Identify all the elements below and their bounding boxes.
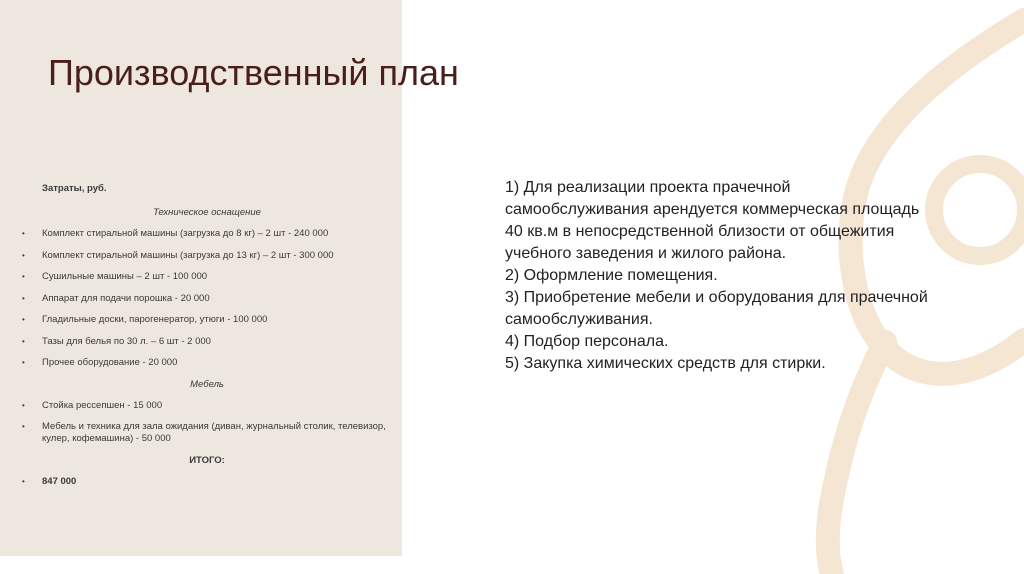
- bullet-icon: •: [22, 422, 25, 431]
- list-item: [22, 314, 392, 326]
- list-item-text: Мебель и техника для зала ожидания (диван, журнальный столик, телевизор, кулер, кофемашина) - 50 000: [42, 421, 386, 444]
- bullet-icon: •: [22, 250, 25, 260]
- bullet-icon: •: [22, 476, 25, 486]
- list-item: [22, 336, 392, 348]
- plan-item: 3) Приобретение мебели и оборудования для прачечной самообслуживания.: [505, 289, 928, 328]
- bullet-icon: •: [22, 315, 25, 324]
- list-item-text: Гладильные доски, парогенератор, утюги - 100 000: [42, 314, 268, 325]
- list-item: [22, 271, 392, 283]
- bullet-icon: •: [22, 400, 25, 410]
- bullet-icon: •: [22, 336, 25, 346]
- total-value-item: [22, 476, 392, 488]
- section-title-equipment: Техническое оснащение: [153, 207, 261, 218]
- list-item: [22, 400, 392, 412]
- list-item-text: Стойка рессепшен - 15 000: [42, 399, 163, 411]
- costs-list: [22, 183, 392, 497]
- bullet-icon: •: [22, 272, 25, 281]
- slide-title: Производственный план: [48, 52, 459, 93]
- total-value: 847 000: [42, 475, 77, 487]
- list-item-text: Прочее оборудование - 20 000: [42, 357, 178, 368]
- list-item: [22, 250, 392, 262]
- list-item-text: Сушильные машины – 2 шт - 100 000: [42, 271, 208, 282]
- list-item-text: Комплект стиральной машины (загрузка до 8 кг) – 2 шт - 240 000: [42, 228, 329, 239]
- list-item: [22, 357, 392, 369]
- list-item: [22, 228, 392, 240]
- plan-item: 5) Закупка химических средств для стирки.: [505, 355, 826, 372]
- bullet-icon: •: [22, 293, 25, 303]
- section-title-furniture: Мебель: [190, 378, 224, 390]
- list-item: [22, 293, 392, 305]
- plan-list: [505, 177, 935, 375]
- list-item-text: Комплект стиральной машины (загрузка до 13 кг) – 2 шт - 300 000: [42, 249, 334, 261]
- plan-item: 1) Для реализации проекта прачечной самообслуживания арендуется коммерческая площадь 40 кв.м в непосредственной близости от общежития учебного заведения и жилого района.: [505, 179, 920, 262]
- costs-heading: Затраты, руб.: [42, 183, 107, 194]
- list-item-text: Тазы для белья по 30 л. – 6 шт - 2 000: [42, 335, 211, 347]
- list-item-text: Аппарат для подачи порошка - 20 000: [42, 292, 210, 304]
- plan-item: 4) Подбор персонала.: [505, 333, 669, 350]
- list-item: [22, 421, 392, 445]
- bullet-icon: •: [22, 358, 25, 367]
- total-label: ИТОГО:: [189, 454, 225, 466]
- bullet-icon: •: [22, 229, 25, 238]
- plan-item: 2) Оформление помещения.: [505, 267, 718, 284]
